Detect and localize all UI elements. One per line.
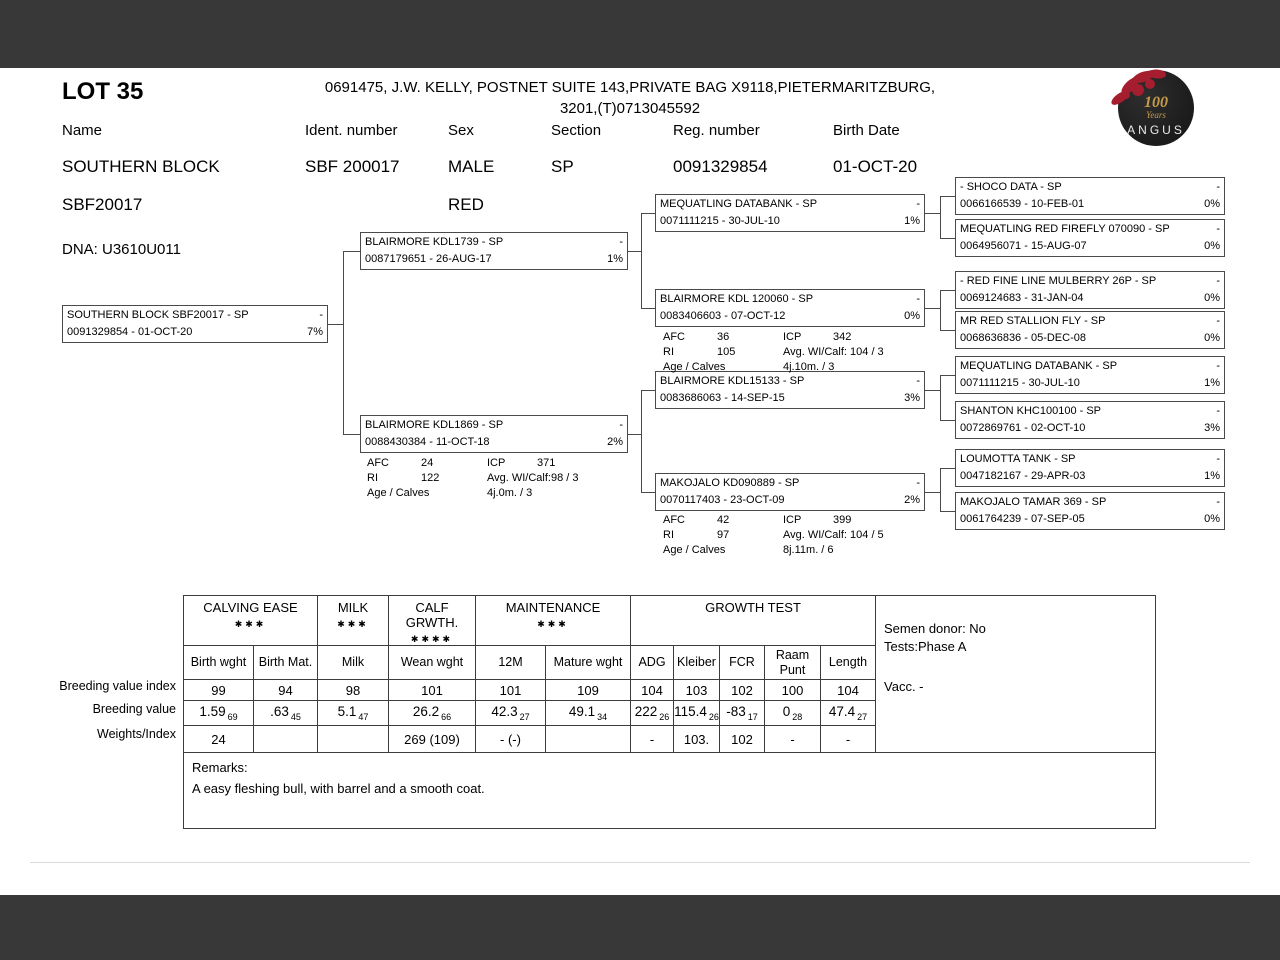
pedigree-connector	[641, 390, 642, 492]
index-cell: 94	[254, 680, 318, 701]
pedigree-pct: 0%	[1204, 240, 1220, 252]
pedigree-reg: 0061764239 - 07-SEP-05	[960, 513, 1085, 525]
dam-stats	[367, 456, 637, 501]
pedigree-box-gp-3	[655, 371, 925, 409]
pedigree-pct: 0%	[1204, 332, 1220, 344]
pedigree-connector	[940, 511, 955, 512]
logo-years-word: Years	[1146, 110, 1166, 120]
pedigree-reg: 0071111215 - 30-JUL-10	[660, 215, 780, 227]
pedigree-reg: 0064956071 - 15-AUG-07	[960, 240, 1087, 252]
pedigree-pct: 0%	[904, 310, 920, 322]
pedigree-name: MEQUATLING DATABANK - SP	[660, 198, 818, 210]
value-cell: 42.3 $_{27}$	[476, 701, 546, 726]
pedigree-box-sire	[360, 232, 628, 270]
remarks-row	[184, 753, 1156, 829]
pedigree-box-ggp-5	[955, 356, 1225, 394]
column-header-cell: FCR	[720, 646, 765, 680]
pedigree-name: BLAIRMORE KDL15133 - SP	[660, 375, 805, 387]
pedigree-connector	[641, 308, 655, 309]
pedigree-connector	[940, 375, 941, 420]
breeder-address	[230, 77, 1030, 119]
pedigree-name: BLAIRMORE KDL 120060 - SP	[660, 293, 814, 305]
pedigree-name: MR RED STALLION FLY - SP	[960, 315, 1106, 327]
age-calves-label: Age / Calves	[663, 361, 726, 373]
index-cell: 99	[184, 680, 254, 701]
semen-donor: Semen donor: No	[884, 621, 986, 636]
pedigree-reg: 0068636836 - 05-DEC-08	[960, 332, 1086, 344]
pedigree-connector	[925, 390, 940, 391]
row-label-breeding-value: Breeding value	[92, 702, 176, 716]
afc-value: 42	[717, 514, 730, 526]
pedigree-connector	[940, 196, 955, 197]
pedigree-dash: -	[916, 477, 920, 489]
index-cell: 103	[674, 680, 720, 701]
ident-label: Ident. number	[305, 122, 398, 139]
afc-label: AFC	[663, 331, 685, 343]
index-cell: 104	[821, 680, 876, 701]
pedigree-connector	[641, 492, 655, 493]
pedigree-reg: 0070117403 - 23-OCT-09	[660, 494, 785, 506]
pedigree-pct: 2%	[607, 436, 623, 448]
pedigree-box-ggp-1	[955, 177, 1225, 215]
pedigree-pct: 3%	[1204, 422, 1220, 434]
logo-brand: ANGUS	[1127, 123, 1185, 137]
index-cell: 101	[476, 680, 546, 701]
pedigree-connector	[641, 213, 655, 214]
pedigree-connector	[940, 468, 941, 511]
column-header-cell: 12M	[476, 646, 546, 680]
pedigree-reg: 0069124683 - 31-JAN-04	[960, 292, 1084, 304]
weights-cell: 102	[720, 726, 765, 753]
pedigree-connector	[925, 492, 940, 493]
stars: ✱✱✱✱	[410, 634, 454, 644]
ri-value: 97	[717, 529, 730, 541]
pedigree-reg: 0083686063 - 14-SEP-15	[660, 392, 785, 404]
pedigree-pct: 1%	[607, 253, 623, 265]
pedigree-connector	[940, 420, 955, 421]
pedigree-dash: -	[1216, 223, 1220, 235]
icp-label: ICP	[783, 514, 802, 526]
pedigree-name: MAKOJALO TAMAR 369 - SP	[960, 496, 1107, 508]
pedigree-pct: 0%	[1204, 198, 1220, 210]
section-label: Section	[551, 122, 602, 139]
accuracy: 45	[290, 711, 301, 722]
section-value: SP	[551, 157, 574, 176]
animal-name-value: SOUTHERN BLOCK	[62, 157, 220, 176]
pedigree-pct: 1%	[904, 215, 920, 227]
column-header-cell: Wean wght	[389, 646, 476, 680]
pedigree-box-ggp-3	[955, 271, 1225, 309]
weights-cell	[254, 726, 318, 753]
pedigree-connector	[641, 213, 642, 308]
sex-value: MALE	[448, 157, 495, 176]
pedigree-pct: 7%	[307, 326, 323, 338]
accuracy: 26	[708, 711, 719, 722]
pedigree-connector	[940, 238, 955, 239]
pedigree-pct: 1%	[1204, 377, 1220, 389]
afc-value: 24	[421, 457, 434, 469]
accuracy: 66	[441, 711, 452, 722]
afc-label: AFC	[367, 457, 389, 469]
gp2-stats	[663, 330, 933, 375]
index-cell: 100	[765, 680, 821, 701]
pedigree-box-gp-2	[655, 289, 925, 327]
vaccinations: Vacc. -	[884, 679, 924, 694]
pedigree-name: MEQUATLING DATABANK - SP	[960, 360, 1118, 372]
accuracy: 28	[792, 711, 803, 722]
pedigree-connector	[940, 196, 941, 238]
pedigree-connector	[343, 434, 360, 435]
pedigree-pct: 2%	[904, 494, 920, 506]
pedigree-box-subject	[62, 305, 328, 343]
name-label: Name	[62, 122, 103, 139]
column-header-cell: Mature wght	[546, 646, 631, 680]
weights-cell: 269 (109)	[389, 726, 476, 753]
value-cell: -83 $_{17}$	[720, 701, 765, 726]
pedigree-pct: 0%	[1204, 292, 1220, 304]
pedigree-reg: 0071111215 - 30-JUL-10	[960, 377, 1080, 389]
pedigree-box-gp-4	[655, 473, 925, 511]
stars: ✱✱✱	[537, 619, 569, 629]
pedigree-name: BLAIRMORE KDL1869 - SP	[365, 419, 504, 431]
avg-wi-calf: Avg. WI/Calf:98 / 3	[487, 472, 579, 484]
index-cell: 104	[631, 680, 674, 701]
pedigree-connector	[628, 434, 641, 435]
weights-cell: -	[631, 726, 674, 753]
pedigree-dash: -	[1216, 181, 1220, 193]
avg-wi-calf: Avg. WI/Calf: 104 / 3	[783, 346, 884, 358]
column-header-cell: Birth Mat.	[254, 646, 318, 680]
reg-label: Reg. number	[673, 122, 760, 139]
pedigree-reg: 0066166539 - 10-FEB-01	[960, 198, 1085, 210]
stars: ✱✱✱	[337, 619, 369, 629]
age-calves-value: 4j.10m. / 3	[783, 361, 835, 373]
weights-cell: 24	[184, 726, 254, 753]
pedigree-pct: 3%	[904, 392, 920, 404]
group-header-row	[184, 596, 1156, 646]
pedigree-connector	[343, 251, 360, 252]
sex-label: Sex	[448, 122, 474, 139]
pedigree-reg: 0091329854 - 01-OCT-20	[67, 326, 193, 338]
icp-label: ICP	[783, 331, 802, 343]
pedigree-connector	[940, 375, 955, 376]
pedigree-box-ggp-8	[955, 492, 1225, 530]
pedigree-connector	[940, 290, 941, 330]
weights-cell	[546, 726, 631, 753]
column-header-cell: Length	[821, 646, 876, 680]
pedigree-reg: 0087179651 - 26-AUG-17	[365, 253, 492, 265]
remarks-cell	[184, 753, 1156, 829]
pedigree-box-ggp-6	[955, 401, 1225, 439]
weights-cell: -	[765, 726, 821, 753]
pedigree-reg: 0083406603 - 07-OCT-12	[660, 310, 786, 322]
pedigree-name: SHANTON KHC100100 - SP	[960, 405, 1102, 417]
colour-value: RED	[448, 195, 484, 214]
value-cell: 1.59 $_{69}$	[184, 701, 254, 726]
pedigree-dash: -	[319, 309, 323, 321]
pedigree-box-ggp-2	[955, 219, 1225, 257]
ri-label: RI	[367, 472, 378, 484]
weights-cell: - (-)	[476, 726, 546, 753]
pedigree-dash: -	[1216, 496, 1220, 508]
pedigree-name: - RED FINE LINE MULBERRY 26P - SP	[960, 275, 1157, 287]
pedigree-name: - SHOCO DATA - SP	[960, 181, 1062, 193]
value-cell: 47.4 $_{27}$	[821, 701, 876, 726]
pedigree-dash: -	[1216, 360, 1220, 372]
pedigree-connector	[940, 330, 955, 331]
accuracy: 27	[519, 711, 530, 722]
short-id: SBF20017	[62, 195, 143, 214]
pedigree-reg: 0047182167 - 29-APR-03	[960, 470, 1086, 482]
remarks-text: A easy fleshing bull, with barrel and a smooth coat.	[192, 781, 485, 796]
icp-value: 371	[537, 457, 556, 469]
index-cell: 98	[318, 680, 389, 701]
ebv-table	[183, 595, 1156, 829]
afc-value: 36	[717, 331, 730, 343]
pedigree-pct: 1%	[1204, 470, 1220, 482]
value-cell: 115.4 $_{26}$	[674, 701, 720, 726]
avg-wi-calf: Avg. WI/Calf: 104 / 5	[783, 529, 884, 541]
accuracy: 34	[597, 711, 608, 722]
group-header-cell: CALF GRWTH. ✱✱✱✱	[389, 596, 476, 646]
value-cell: 49.1 $_{34}$	[546, 701, 631, 726]
pedigree-dash: -	[1216, 315, 1220, 327]
pedigree-connector	[343, 251, 344, 434]
pedigree-name: MAKOJALO KD090889 - SP	[660, 477, 800, 489]
value-cell: 26.2 $_{66}$	[389, 701, 476, 726]
pedigree-connector	[940, 468, 955, 469]
row-label-breeding-value-index: Breeding value index	[59, 679, 176, 693]
index-cell: 102	[720, 680, 765, 701]
pedigree-name: LOUMOTTA TANK - SP	[960, 453, 1076, 465]
birth-date-value: 01-OCT-20	[833, 157, 918, 176]
reg-value: 0091329854	[673, 157, 768, 176]
pedigree-connector	[641, 390, 655, 391]
afc-label: AFC	[663, 514, 685, 526]
icp-label: ICP	[487, 457, 506, 469]
footer-rule	[30, 862, 1250, 863]
dna-value: DNA: U3610U011	[62, 241, 181, 258]
group-header-cell: GROWTH TEST	[631, 596, 876, 646]
pedigree-name: BLAIRMORE KDL1739 - SP	[365, 236, 504, 248]
value-cell: 5.1 $_{47}$	[318, 701, 389, 726]
index-cell: 101	[389, 680, 476, 701]
ri-label: RI	[663, 529, 674, 541]
lot-number: LOT 35	[62, 78, 144, 105]
logo-years: 100	[1144, 94, 1168, 111]
pedigree-connector	[940, 290, 955, 291]
bottom-bar	[0, 895, 1280, 960]
birth-date-label: Birth Date	[833, 122, 900, 139]
pedigree-dash: -	[916, 293, 920, 305]
accuracy: 69	[227, 711, 238, 722]
remarks-label: Remarks:	[192, 760, 248, 775]
row-label-weights-index: Weights/Index	[97, 727, 176, 741]
tests: Tests:Phase A	[884, 639, 967, 654]
group-header-cell: MAINTENANCE ✱✱✱	[476, 596, 631, 646]
icp-value: 342	[833, 331, 852, 343]
pedigree-connector	[328, 324, 343, 325]
pedigree-connector	[925, 213, 940, 214]
pedigree-reg: 0088430384 - 11-OCT-18	[365, 436, 490, 448]
weights-cell: 103.	[674, 726, 720, 753]
accuracy: 27	[857, 711, 868, 722]
pedigree-connector	[925, 308, 940, 309]
address-line2: 3201,(T)0713045592	[559, 100, 701, 117]
address-line1: 0691475, J.W. KELLY, POSTNET SUITE 143,PRIVATE BAG X9118,PIETERMARITZBURG,	[324, 79, 936, 96]
weights-cell	[318, 726, 389, 753]
stars: ✱✱✱	[234, 619, 267, 629]
index-cell: 109	[546, 680, 631, 701]
angus-logo	[1118, 70, 1194, 146]
icp-value: 399	[833, 514, 852, 526]
accuracy: 26	[659, 711, 670, 722]
pedigree-dash: -	[619, 236, 623, 248]
pedigree-dash: -	[916, 198, 920, 210]
group-header-cell: CALVING EASE ✱✱✱	[184, 596, 318, 646]
ident-value: SBF 200017	[305, 157, 400, 176]
column-header-cell: Milk	[318, 646, 389, 680]
value-cell: .63 $_{45}$	[254, 701, 318, 726]
side-panel	[876, 596, 1156, 753]
ri-value: 122	[421, 472, 440, 484]
pedigree-reg: 0072869761 - 02-OCT-10	[960, 422, 1086, 434]
pedigree-name: MEQUATLING RED FIREFLY 070090 - SP	[960, 223, 1170, 235]
pedigree-connector	[628, 251, 641, 252]
column-header-cell: Raam Punt	[765, 646, 821, 680]
age-calves-value: 8j.11m. / 6	[783, 544, 834, 556]
value-cell: 222 $_{26}$	[631, 701, 674, 726]
pedigree-dash: -	[1216, 275, 1220, 287]
accuracy: 17	[747, 711, 758, 722]
ri-value: 105	[717, 346, 736, 358]
pedigree-name: SOUTHERN BLOCK SBF20017 - SP	[67, 309, 249, 321]
group-header-cell: MILK ✱✱✱	[318, 596, 389, 646]
pedigree-dash: -	[1216, 405, 1220, 417]
age-calves-label: Age / Calves	[367, 487, 430, 499]
column-header-cell: Kleiber	[674, 646, 720, 680]
pedigree-dash: -	[619, 419, 623, 431]
ri-label: RI	[663, 346, 674, 358]
value-cell: 0 $_{28}$	[765, 701, 821, 726]
pedigree-pct: 0%	[1204, 513, 1220, 525]
pedigree-box-ggp-4	[955, 311, 1225, 349]
age-calves-value: 4j.0m. / 3	[487, 487, 533, 499]
column-header-cell: Birth wght	[184, 646, 254, 680]
pedigree-box-ggp-7	[955, 449, 1225, 487]
pedigree-box-gp-1	[655, 194, 925, 232]
age-calves-label: Age / Calves	[663, 544, 726, 556]
pedigree-dash: -	[1216, 453, 1220, 465]
gp4-stats	[663, 513, 933, 558]
accuracy: 47	[358, 711, 369, 722]
column-header-cell: ADG	[631, 646, 674, 680]
pedigree-dash: -	[916, 375, 920, 387]
top-bar	[0, 0, 1280, 68]
pedigree-box-dam	[360, 415, 628, 453]
weights-cell: -	[821, 726, 876, 753]
